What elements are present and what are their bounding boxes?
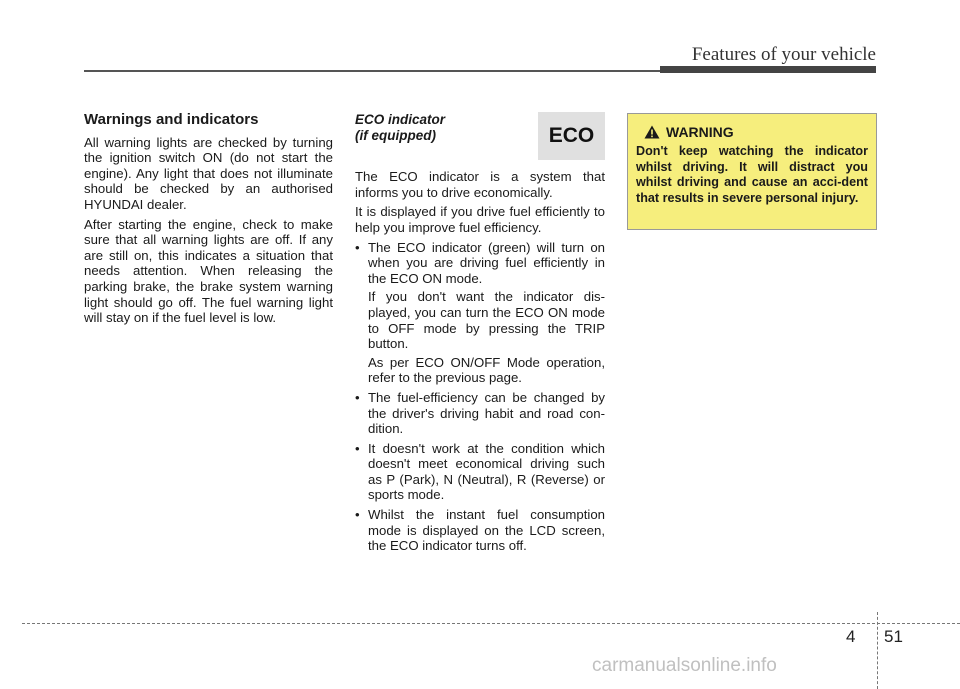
list-item: [355, 441, 605, 503]
left-column: [84, 112, 333, 330]
bullet-icon: •: [355, 507, 360, 523]
footer-rule: [22, 623, 960, 624]
chapter-number: 4: [846, 627, 856, 646]
list-item: [355, 507, 605, 554]
middle-column: [355, 112, 605, 558]
paragraph: It is displayed if you drive fuel efficiently to help you improve fuel efficiency.: [355, 204, 605, 235]
eco-indicator-badge: ECO: [538, 112, 605, 160]
bullet-extra: As per ECO ON/OFF Mode operation, refer to the previous page.: [368, 354, 605, 386]
eco-bullet-list: [355, 240, 605, 554]
list-item: [355, 390, 605, 437]
paragraph: The ECO indicator is a system that informs you to drive economically.: [355, 169, 605, 200]
warning-triangle-icon: [644, 125, 660, 139]
section-title: Features of your vehicle: [691, 44, 876, 65]
warnings-heading: Warnings and indicators: [84, 111, 259, 128]
paragraph: After starting the engine, check to make sure that all warning lights are off. If any are still on, this indicates a situation that needs attention. When releasing the parking brake, the brake system warning light should go off. The fuel warning light will stay on if the fuel level is low.: [84, 216, 333, 326]
bullet-icon: •: [355, 389, 360, 405]
warning-title-text: WARNING: [666, 124, 734, 140]
watermark: carmanualsonline.info: [592, 655, 777, 676]
bullet-text: It doesn't work at the condition which doesn't meet economical driving such as P (Park), N (Neutral), R (Reverse) or sports mode.: [368, 440, 605, 503]
header-rule: [84, 70, 660, 72]
list-item: [355, 240, 605, 386]
bullet-extra: If you don't want the indicator dis-played, you can turn the ECO ON mode to OFF mode by pressing the TRIP button.: [368, 289, 605, 352]
header-rule-accent: [660, 66, 876, 73]
paragraph: All warning lights are checked by turning the ignition switch ON (do not start the engine). Any light that does not illuminate should be checked by an authorised HYUNDAI dealer.: [84, 134, 333, 212]
bullet-text: Whilst the instant fuel consumption mode is displayed on the LCD screen, the ECO indicator turns off.: [368, 507, 605, 554]
warning-box: [627, 113, 877, 230]
footer-divider: [877, 612, 878, 689]
warning-title: [644, 124, 868, 140]
eco-heading-line2: (if equipped): [355, 127, 436, 143]
bullet-icon: •: [355, 440, 360, 456]
bullet-icon: •: [355, 239, 360, 255]
warning-text: Don't keep watching the indicator whilst driving. It will distract you whilst driving and cause an acci-dent that results in severe personal injury.: [636, 144, 868, 205]
eco-heading-line1: ECO indicator: [355, 112, 446, 127]
bullet-text: The fuel-efficiency can be changed by the driver's driving habit and road con-dition.: [368, 389, 605, 437]
bullet-text: The ECO indicator (green) will turn on when you are driving fuel efficiently in the ECO ON mode.: [368, 239, 605, 286]
page-number: 51: [884, 627, 903, 646]
